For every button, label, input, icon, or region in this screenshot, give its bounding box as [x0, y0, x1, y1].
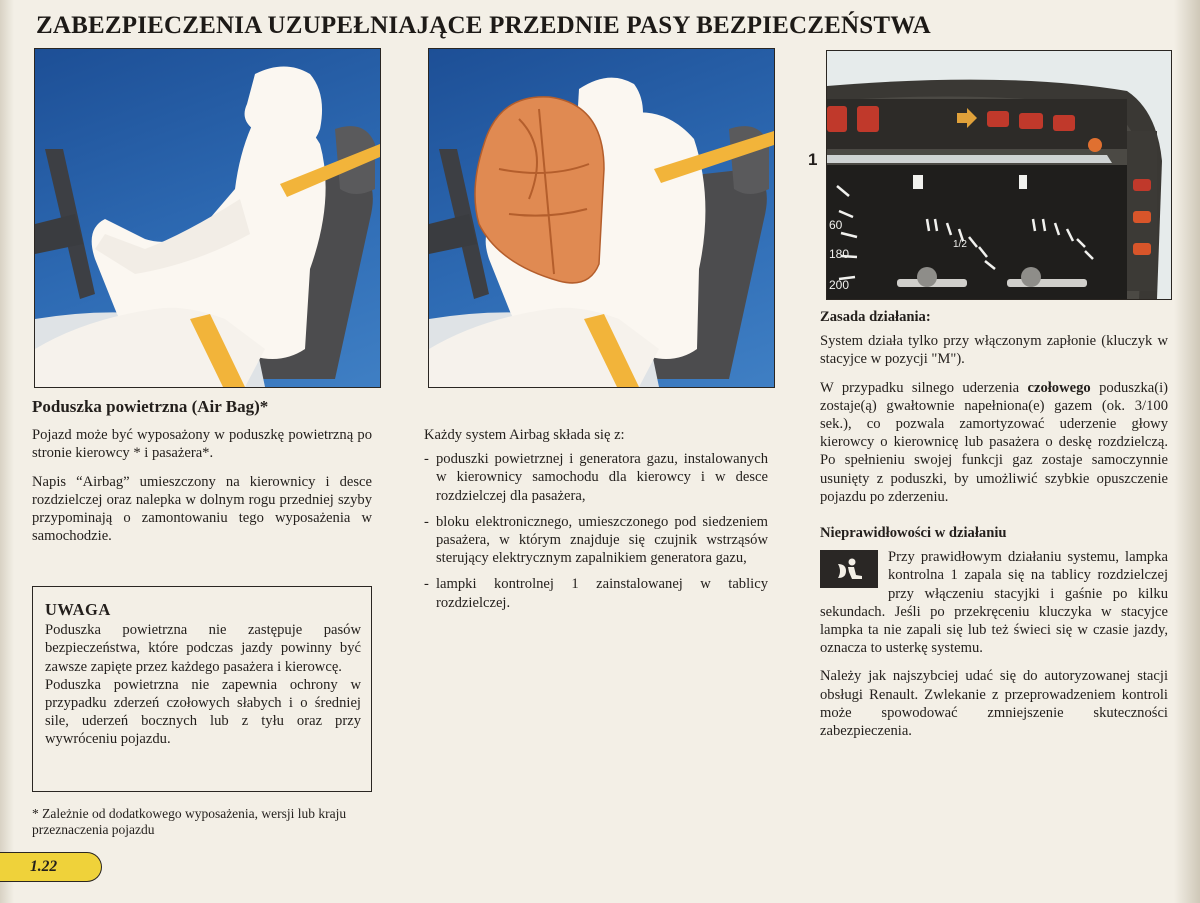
warning-title: UWAGA [45, 600, 111, 619]
col2-intro: Każdy system Airbag składa się z: [424, 427, 625, 443]
page-left-shadow [0, 0, 14, 903]
airbag-warning-lamp [1088, 138, 1102, 152]
instrument-cluster [827, 51, 1171, 299]
seated-person-airbag-icon [832, 556, 866, 582]
col3-paragraph-2 [820, 379, 1168, 506]
component-list [424, 450, 768, 612]
p2-text-start: W przypadku silnego uderzenia [820, 379, 1028, 396]
airbag-heading: Poduszka powietrzna (Air Bag)* [32, 397, 269, 416]
warning-paragraph-1: Poduszka powietrzna nie zastępuje pasów bezpieczeństwa, które podczas jazdy powinny być zawsze zapięte przez każdego pasażera i kierowcę. [45, 622, 361, 675]
col3-paragraph-3 [820, 548, 1168, 657]
list-item: - poduszki powietrznej i generatora gazu, instalowanych w kierownicy samochodu dla kierowcy i w desce rozdzielczej dla pasażera, [424, 450, 768, 505]
col1-paragraph-1: Pojazd może być wyposażony w poduszkę powietrzną po stronie kierowcy * i pasażera*. [32, 427, 372, 462]
footnote: * Zależnie od dodatkowego wyposażenia, wersji lub kraju przeznaczenia pojazdu [32, 806, 347, 837]
list-item: - lampki kontrolnej 1 zainstalowanej w tablicy rozdzielczej. [424, 575, 768, 611]
p3-text: Przy prawidłowym działaniu systemu, lampka kontrolna 1 zapala się na tablicy rozdzielczej przy włączeniu stacyjki i gaśnie po kilku sekundach. Jeśli po przekręceniu kluczyka w stacyjce lampka ta nie zapali się lub też świeci się w czasie jazdy, oznacza to usterkę systemu. [820, 549, 1168, 657]
p2-emphasis: czołowego [1027, 379, 1091, 396]
page-right-shadow [1174, 0, 1200, 903]
col3-paragraph-1: System działa tylko przy włączonym zapłonie (kluczyk w stacyjce w pozycji "M"). [820, 333, 1168, 368]
column-middle [424, 426, 768, 620]
callout-number: 1 [808, 150, 818, 169]
warning-box [32, 586, 372, 792]
page-number: 1.22 [0, 852, 102, 882]
dashboard-photo [826, 50, 1172, 300]
list-item: - bloku elektronicznego, umieszczonego pod siedzeniem pasażera, w którym znajduje się czujnik wstrząsów sterujący elektrycznym zapalnikiem generatora gazu, [424, 513, 768, 568]
speed-label-180: 180 [829, 247, 850, 261]
column-left [32, 398, 372, 555]
col1-paragraph-2: Napis “Airbag” umieszczony na kierownicy i desce rozdzielczej oraz nalepka w dolnym rogu przedniej szyby przypominają o zamontowaniu tego wyposażenia w samochodzie. [32, 473, 372, 545]
col3-paragraph-4: Należy jak najszybciej udać się do autoryzowanej stacji obsługi Renault. Zwlekanie z przeprowadzeniem kontroli może spowodować zmniejszenie skuteczności zabezpieczenia. [820, 668, 1168, 740]
warning-paragraph-2: Poduszka powietrzna nie zapewnia ochrony w przypadku zderzeń czołowych słabych i o średniej sile, uderzeń bocznych lub z tyłu oraz przy wywróceniu pojazdu. [45, 676, 361, 748]
malfunction-heading: Nieprawidłowości w działaniu [820, 525, 1007, 542]
driver-belt-figure [35, 49, 380, 387]
airbag-figure [429, 49, 774, 387]
operation-heading: Zasada działania: [820, 309, 931, 325]
illustration-driver-belt [34, 48, 381, 388]
page-title: ZABEZPIECZENIA UZUPEŁNIAJĄCE PRZEDNIE PASY BEZPIECZEŃSTWA [36, 12, 931, 39]
speed-label-200: 200 [829, 278, 850, 292]
column-right [820, 308, 1168, 750]
airbag-warning-icon [820, 550, 878, 588]
illustration-airbag-deployed [428, 48, 775, 388]
fuel-gauge-label: 1/2 [953, 239, 967, 250]
p2-text-end: poduszka(i) zostaje(ą) gwałtownie napełniona(e) gazem (ok. 3/100 sek.), co pozwala zamortyzować uderzenie głowy kierowcy o kierownicę lub pasażera o deskę rozdzielczą. Po spełnieniu swojej funkcji gaz zostaje samoczynnie usunięty z poduszki, by umożliwić szybkie opuszczenie pojazdu po zderzeniu. [820, 379, 1168, 505]
speed-label-60: 60 [829, 218, 843, 232]
